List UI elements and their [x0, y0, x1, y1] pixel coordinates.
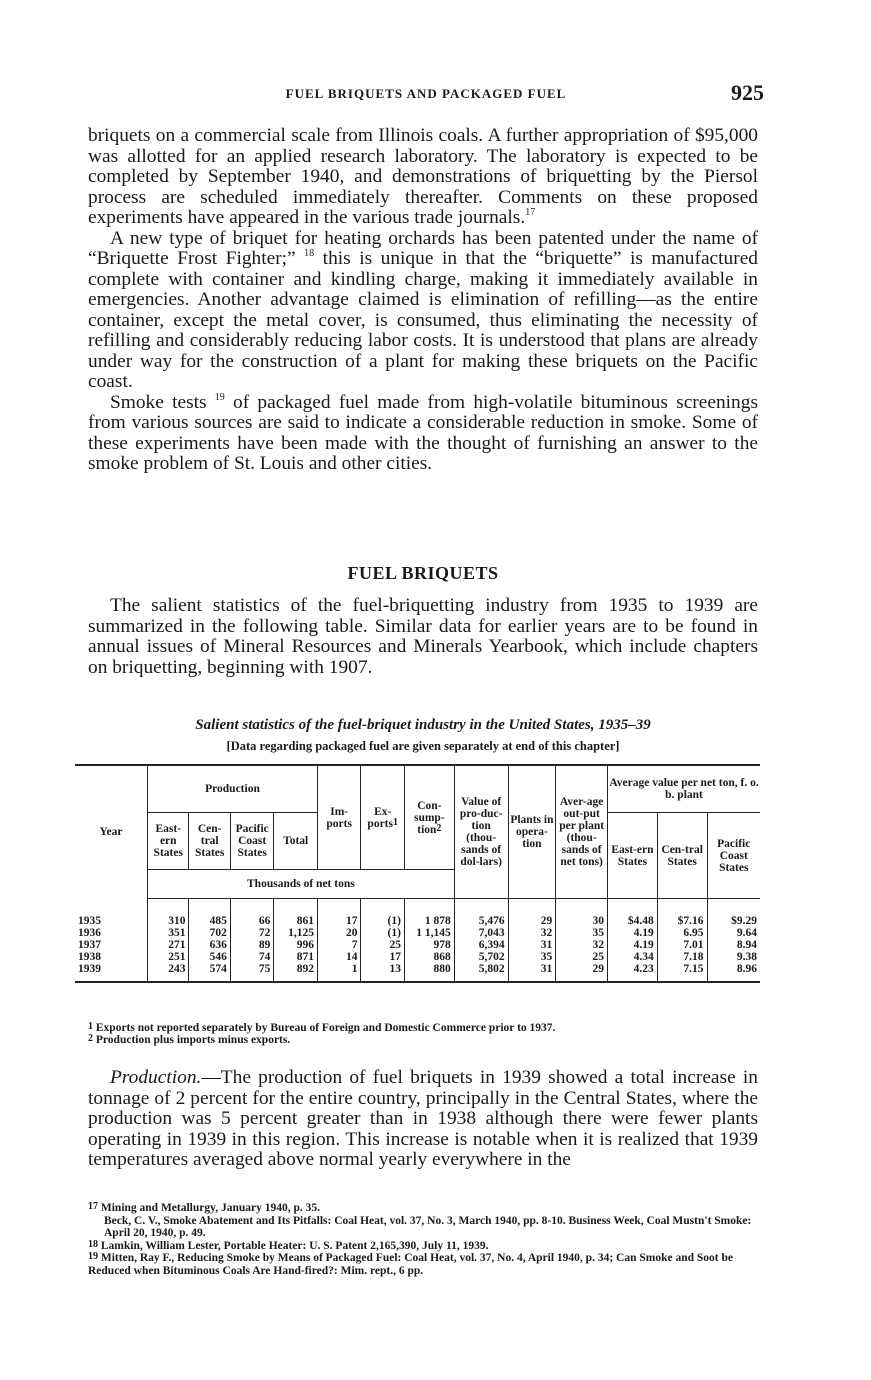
paragraph	[88, 1068, 758, 1171]
table-cell-total: 892	[274, 963, 318, 982]
table-cell-avg-output: 35	[556, 927, 608, 939]
col-header-value-central: Cen-tral States	[657, 813, 707, 899]
footnotes	[88, 1202, 760, 1277]
table-cell-consumption: 1 1,145	[404, 927, 454, 939]
table-cell-v-eastern: 4.19	[608, 939, 658, 951]
table-cell-year: 1935	[78, 914, 101, 927]
table-cell-plants: 35	[508, 951, 556, 963]
col-header-value-pacific: Pacific Coast States	[707, 813, 760, 899]
table-cell-consumption: 1 878	[404, 899, 454, 928]
footnote-mark: 19	[88, 1251, 98, 1262]
table-cell-pacific: 66	[230, 899, 274, 928]
table-cell-avg-output: 30	[556, 899, 608, 928]
footnote-text: Lamkin, William Lester, Portable Heater: U. S. Patent 2,165,390, July 11, 1939.	[100, 1239, 489, 1252]
paragraph-text: this is unique in that the “briquette” is manufactured complete with container and kindling charge, making it immediately available in emergencies. Another advantage claimed is elimination of refilling—as the entire container, except the metal cover, is consumed, thus eliminating the necessity of refilling and considerably reducing labor costs. It is understood that plans are already under way for the construction of a plant for making these briquets on the Pacific coast.	[88, 248, 758, 392]
table-cell-eastern: 351	[148, 927, 189, 939]
table-row	[75, 951, 760, 963]
table-cell-total: 1,125	[274, 927, 318, 939]
table-note	[88, 1022, 758, 1034]
section-text	[88, 596, 758, 678]
table-cell-avg-output: 25	[556, 951, 608, 963]
table-subcaption: [Data regarding packaged fuel are given separately at end of this chapter]	[226, 739, 620, 753]
table-cell-avg-output: 32	[556, 939, 608, 951]
footnote	[88, 1202, 760, 1215]
note-text: Production plus imports minus exports.	[95, 1034, 291, 1046]
paragraph-text: A new type of briquet for heating orchards has been patented under the name of “Briquette Frost Fighter;”	[88, 227, 758, 269]
table-cell-eastern: 271	[148, 939, 189, 951]
table-cell-value: 5,802	[454, 963, 508, 982]
table-cell-v-central: 7.01	[657, 939, 707, 951]
footnote-ref: 17	[525, 207, 536, 218]
paragraph	[88, 229, 758, 393]
table-cell-central: 702	[189, 927, 230, 939]
col-header-eastern: East-ern States	[148, 813, 189, 870]
col-header-central: Cen-tral States	[189, 813, 230, 870]
table-cell-v-pacific: 9.64	[707, 927, 760, 939]
running-title: FUEL BRIQUETS AND PACKAGED FUEL	[285, 86, 567, 101]
table-caption: Salient statistics of the fuel-briquet industry in the United States, 1935–39	[195, 717, 651, 733]
table-cell-value: 7,043	[454, 927, 508, 939]
table-cell-imports: 20	[317, 927, 361, 939]
table-cell-year: 1936	[78, 927, 101, 939]
col-header-avg-output: Aver-age out-put per plant (thou-sands of net tons)	[556, 765, 608, 899]
table-cell-central: 485	[189, 899, 230, 928]
col-header-avg-value: Average value per net ton, f. o. b. plant	[608, 765, 760, 813]
table-cell-v-central: 7.18	[657, 951, 707, 963]
footnote-text: Mitten, Ray F., Reducing Smoke by Means of Packaged Fuel: Coal Heat, vol. 37, No. 4, April 1940, p. 34; Can Smoke and Soot be Reduced when Bituminous Coals Are Hand-fired?: Mim. rept., 6 pp.	[88, 1252, 733, 1277]
table-cell-plants: 32	[508, 927, 556, 939]
table-cell-v-pacific: 9.38	[707, 951, 760, 963]
footnote	[88, 1252, 760, 1277]
table-cell-central: 574	[189, 963, 230, 982]
table-row	[75, 963, 760, 982]
footnote-ref: 19	[214, 391, 225, 403]
table-cell-v-central: $7.16	[657, 899, 707, 928]
page-number: 925	[731, 80, 764, 105]
footnote-mark: 18	[88, 1238, 98, 1250]
table-cell-v-eastern: 4.23	[608, 963, 658, 982]
footnote: Beck, C. V., Smoke Abatement and Its Pitfalls: Coal Heat, vol. 37, No. 3, March 1940, pp. 8-10. Business Week, Coal Mustn't Smoke: April 20, 1940, p. 49.	[104, 1214, 752, 1239]
note-mark: 2	[88, 1033, 93, 1044]
table-cell-value: 5,702	[454, 951, 508, 963]
paragraph-text: of packaged fuel made from high-volatile bituminous screenings from various sources are said to indicate a considerable reduction in smoke. Some of these experiments have been made with the thought of furnishing an answer to the smoke problem of St. Louis and other cities.	[88, 391, 758, 474]
paragraph-text: briquets on a commercial scale from Illinois coals. A further appropriation of $95,000 was allotted for an applied research laboratory. The laboratory is expected to be completed by September 1940, and demonstrations of briquetting by the Piersol process are scheduled immediately thereafter. Comments on these proposed experiments have appeared in the various trade journals.	[88, 125, 758, 228]
col-header-exports-text: Ex-ports	[367, 805, 393, 830]
table-cell-pacific: 74	[230, 951, 274, 963]
col-header-total: Total	[274, 813, 318, 870]
table-cell-plants: 29	[508, 899, 556, 928]
table-cell-exports: (1)	[361, 899, 405, 928]
table-cell-exports: (1)	[361, 927, 405, 939]
table-cell-value: 6,394	[454, 939, 508, 951]
col-header-consumption	[404, 765, 454, 870]
footnote-ref: 2	[436, 822, 442, 834]
col-header-pacific: Pacific Coast States	[230, 813, 274, 870]
table-cell-exports: 17	[361, 951, 405, 963]
table-cell-imports: 1	[317, 963, 361, 982]
table-cell-central: 546	[189, 951, 230, 963]
table-cell-eastern: 310	[148, 899, 189, 928]
note-text: Exports not reported separately by Bureau of Foreign and Domestic Commerce prior to 1937.	[95, 1022, 556, 1034]
paragraph-text: Smoke tests	[110, 391, 215, 413]
table-cell-total: 861	[274, 899, 318, 928]
table-cell-v-central: 6.95	[657, 927, 707, 939]
table-cell-pacific: 89	[230, 939, 274, 951]
col-header-imports: Im-ports	[317, 765, 361, 870]
paragraph	[88, 126, 758, 229]
table-cell-total: 871	[274, 951, 318, 963]
table-note	[88, 1034, 758, 1046]
table-cell-avg-output: 29	[556, 963, 608, 982]
col-header-value-eastern: East-ern States	[608, 813, 658, 899]
table-cell-year: 1939	[75, 963, 148, 982]
table-cell-v-eastern: 4.19	[608, 927, 658, 939]
table-cell-eastern: 251	[148, 951, 189, 963]
table-cell-pacific: 75	[230, 963, 274, 982]
table-notes	[88, 1022, 758, 1046]
table-cell-imports: 7	[317, 939, 361, 951]
footnote-text: Mining and Metallurgy, January 1940, p. 35.	[100, 1202, 321, 1214]
table-cell-exports: 13	[361, 963, 405, 982]
running-header	[88, 80, 764, 110]
table-cell-consumption: 978	[404, 939, 454, 951]
col-header-units: Thousands of net tons	[148, 870, 455, 899]
table-cell-imports: 14	[317, 951, 361, 963]
table-cell-plants: 31	[508, 963, 556, 982]
paragraph	[88, 393, 758, 475]
table-cell-year: 1937	[78, 939, 101, 951]
col-header-consumption-text: Con-sump-tion	[413, 799, 445, 836]
table-cell-central: 636	[189, 939, 230, 951]
table-cell-consumption: 868	[404, 951, 454, 963]
table-cell-exports: 25	[361, 939, 405, 951]
table-cell-v-eastern: 4.34	[608, 951, 658, 963]
note-mark: 1	[88, 1021, 93, 1032]
table-cell-pacific: 72	[230, 927, 274, 939]
table-cell-value: 5,476	[454, 899, 508, 928]
section-heading: FUEL BRIQUETS	[347, 563, 499, 583]
table-row	[75, 939, 760, 951]
table-cell-total: 996	[274, 939, 318, 951]
table-cell-v-pacific: 8.94	[707, 939, 760, 951]
col-header-plants: Plants in opera-tion	[508, 765, 556, 899]
table-cell-v-pacific: $9.29	[707, 899, 760, 928]
col-header-value: Value of pro-duc-tion (thou-sands of dol-lars)	[454, 765, 508, 899]
table-cell-imports: 17	[317, 899, 361, 928]
col-header-exports	[361, 765, 405, 870]
table-cell-v-eastern: $4.48	[608, 899, 658, 928]
statistics-table	[75, 764, 760, 983]
footnote-ref: 1	[392, 816, 398, 828]
footnote-ref: 18	[304, 248, 315, 259]
table-cell-v-pacific: 8.96	[707, 963, 760, 982]
table-cell-consumption: 880	[404, 963, 454, 982]
paragraph: The salient statistics of the fuel-briquetting industry from 1935 to 1939 are summarized in the following table. Similar data for earlier years are to be found in annual issues of Mineral Resources and Minerals Yearbook, which include chapters on briquetting, beginning with 1907.	[88, 595, 758, 678]
production-text	[88, 1068, 758, 1171]
table-cell-plants: 31	[508, 939, 556, 951]
paragraph-text: —The production of fuel briquets in 1939 showed a total increase in tonnage of 2 percent for the entire country, principally in the Central States, where the production was 5 percent greater than in 1938 although there were fewer plants operating in 1939 in this region. This increase is notable when it is realized that 1939 temperatures averaged above normal yearly everywhere in the	[88, 1067, 758, 1170]
intro-text	[88, 126, 758, 475]
run-in-heading: Production.	[110, 1067, 202, 1088]
table-row	[75, 927, 760, 939]
table-cell-v-central: 7.15	[657, 963, 707, 982]
table-cell-year: 1938	[78, 951, 101, 963]
col-header-year: Year	[75, 765, 148, 899]
col-header-production: Production	[148, 765, 318, 813]
table-body	[75, 899, 760, 983]
footnote	[88, 1240, 760, 1253]
table-cell-eastern: 243	[148, 963, 189, 982]
footnote-mark: 17	[88, 1201, 98, 1212]
table-row	[75, 899, 760, 928]
